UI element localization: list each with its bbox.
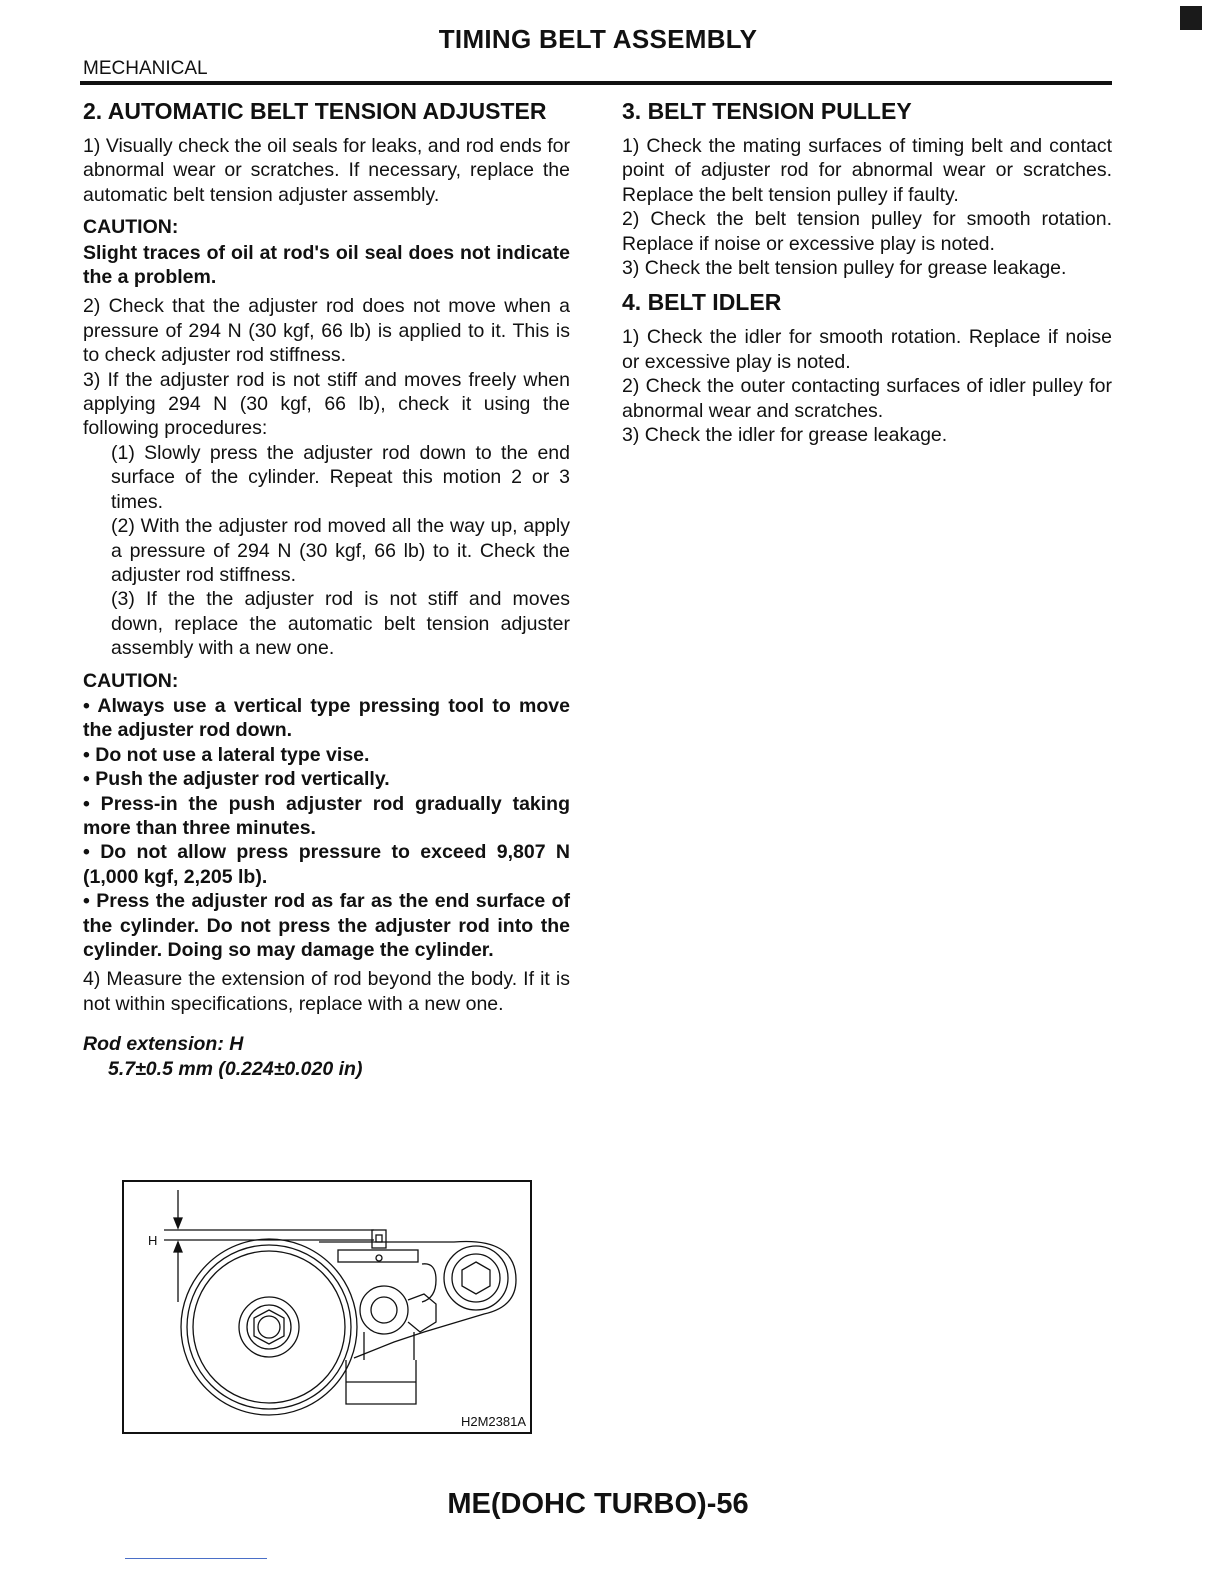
substep-1-text: (1) Slowly press the adjuster rod down to the end surface of the cylinder. Repeat this motion 2 or 3 times. [111, 441, 570, 513]
caution-2-label: CAUTION: [83, 669, 179, 692]
caution-1-text: Slight traces of oil at rod's oil seal does not indicate the a problem. [83, 241, 570, 289]
pulley-step-1: 1) Check the mating surfaces of timing belt and contact point of adjuster rod for abnormal wear or scratches. Replace the belt tension pulley if faulty. [622, 135, 1112, 206]
caution-bullet: • Do not allow press pressure to exceed 9,807 N (1,000 kgf, 2,205 lb). [83, 841, 570, 888]
page-title: TIMING BELT ASSEMBLY [438, 24, 758, 54]
step-2-text: 2) Check that the adjuster rod does not move when a pressure of 294 N (30 kgf, 66 lb) is applied to it. This is to check adjuster rod stiffness. [83, 295, 570, 367]
caution-bullet: • Press the adjuster rod as far as the end surface of the cylinder. Do not press the adjuster rod into the cylinder. Doing so may damage the cylinder. [83, 890, 570, 961]
page-number: ME(DOHC TURBO)-56 [447, 1488, 749, 1520]
idler-step-2: 2) Check the outer contacting surfaces of idler pulley for abnormal wear and scratches. [622, 375, 1112, 422]
step-4-text: 4) Measure the extension of rod beyond the body. If it is not within specifications, replace with a new one. [83, 968, 570, 1015]
spec-label: Rod extension: H [83, 1033, 244, 1056]
section-4-heading: 4. BELT IDLER [622, 289, 782, 316]
substep-2-text: (2) With the adjuster rod moved all the way up, apply a pressure of 294 N (30 kgf, 66 lb) to it. Check the adjuster rod stiffness. [111, 515, 570, 586]
idler-step-3: 3) Check the idler for grease leakage. [622, 424, 948, 447]
caution-bullet: • Do not use a lateral type vise. [83, 743, 370, 766]
spec-value: 5.7±0.5 mm (0.224±0.020 in) [108, 1057, 363, 1080]
caution-1-label: CAUTION: [83, 216, 179, 239]
substep-3-text: (3) If the the adjuster rod is not stiff and moves down, replace the automatic belt tension adjuster assembly with a new one. [111, 588, 570, 660]
caution-bullet: • Press-in the push adjuster rod gradually taking more than three minutes. [83, 792, 570, 839]
caution-bullet: • Always use a vertical type pressing tool to move the adjuster rod down. [83, 694, 570, 742]
step-1-text: 1) Visually check the oil seals for leaks, and rod ends for abnormal wear or scratches. If necessary, replace the automatic belt tension adjuster assembly. [83, 135, 570, 206]
left-column [83, 98, 570, 1081]
figure-label-h: H [148, 1233, 158, 1248]
section-3-heading: 3. BELT TENSION PULLEY [622, 98, 912, 124]
pulley-step-2: 2) Check the belt tension pulley for smooth rotation. Replace if noise or excessive play is noted. [622, 208, 1112, 255]
adjuster-figure [122, 1180, 532, 1434]
idler-step-1: 1) Check the idler for smooth rotation. Replace if noise or excessive play is noted. [622, 326, 1112, 373]
adjuster-diagram [124, 1182, 530, 1432]
figure-code: H2M2381A [460, 1414, 526, 1429]
section-2-heading: 2. AUTOMATIC BELT TENSION ADJUSTER [83, 98, 547, 124]
caution-bullet: • Push the adjuster rod vertically. [83, 768, 390, 791]
bottom-rule [125, 1558, 267, 1559]
step-3-text: 3) If the adjuster rod is not stiff and moves freely when applying 294 N (30 kgf, 66 lb), check it using the following procedures: [83, 368, 570, 440]
right-column [622, 98, 1112, 447]
section-label: MECHANICAL [83, 58, 208, 79]
header-rule [80, 81, 1112, 85]
pulley-step-3: 3) Check the belt tension pulley for grease leakage. [622, 257, 1067, 280]
